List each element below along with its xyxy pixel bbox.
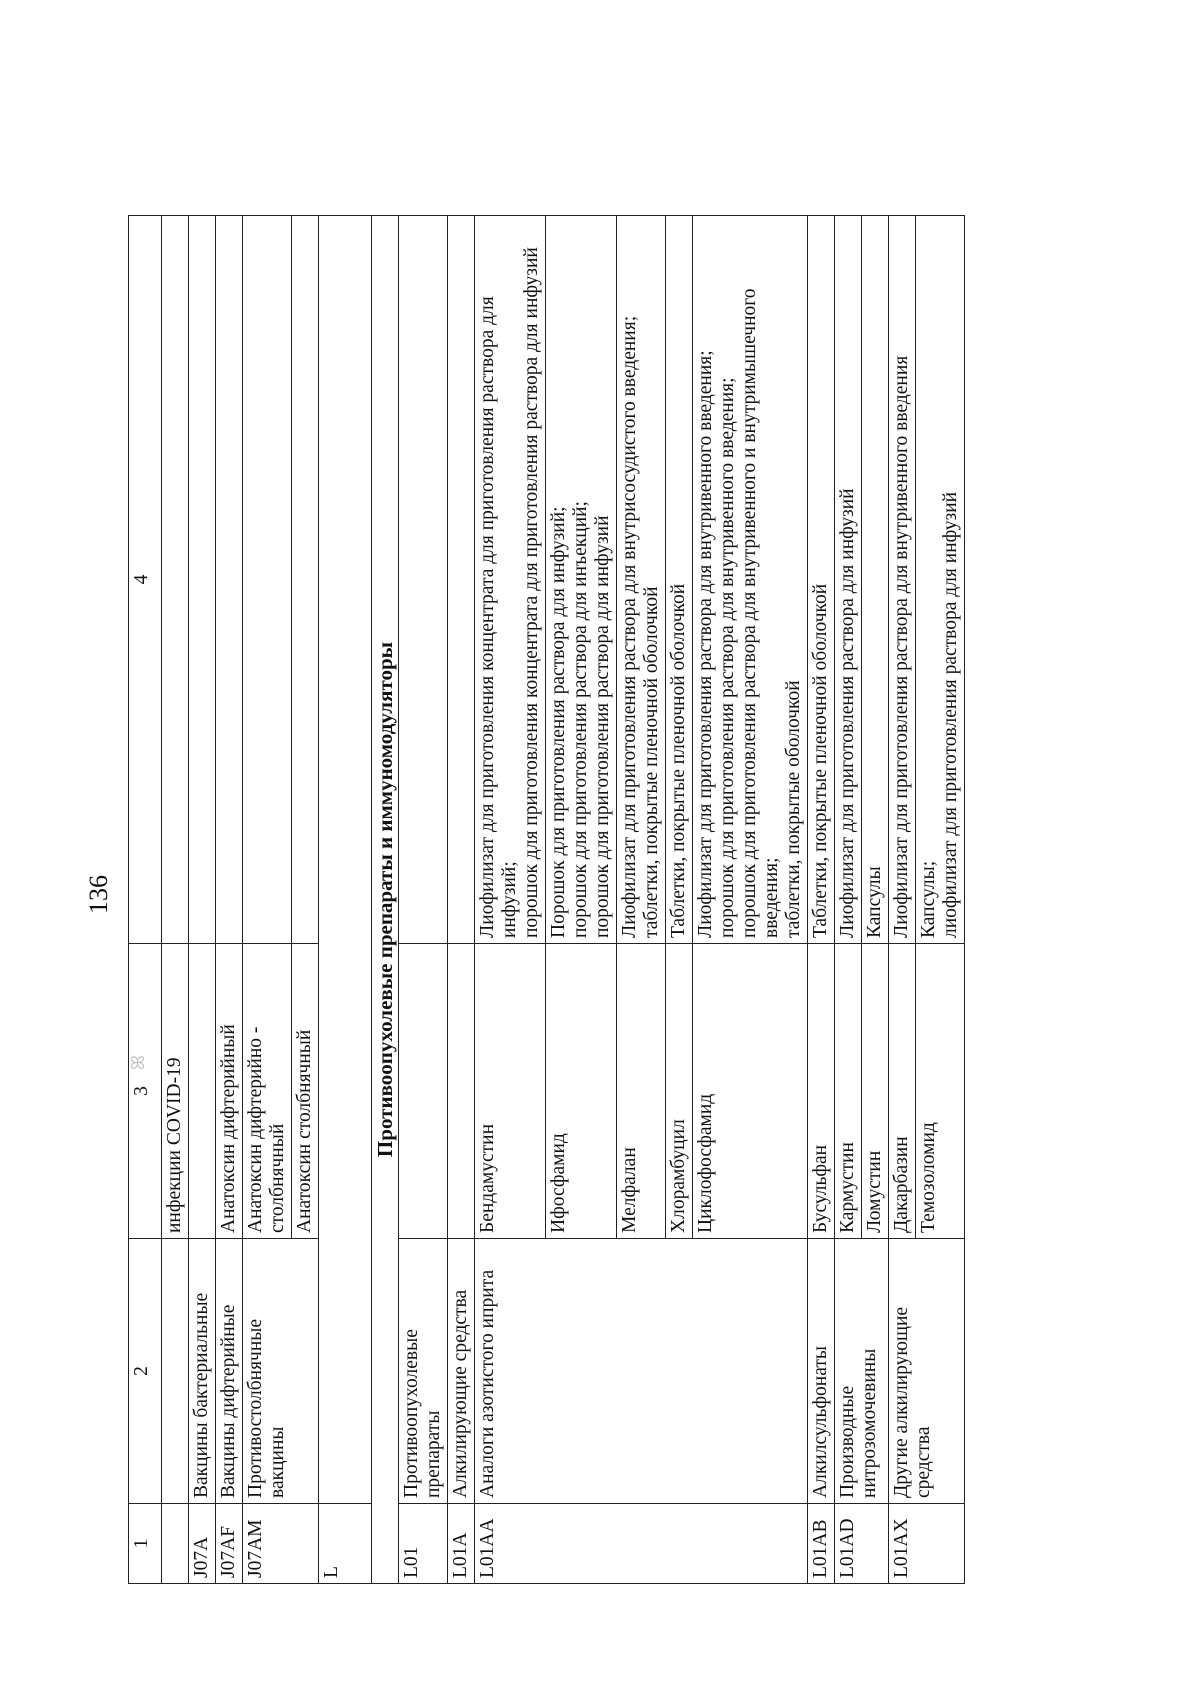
dosage-forms: Лиофилизат для приготовления раствора для внутрисосудистого введения; таблетки, покрытые пленочной оболочкой [617,216,666,944]
drug-name: Хлорамбуцил [666,944,693,1239]
section-row [372,216,399,1584]
table-row [475,216,546,1584]
dosage-forms: Таблетки, покрытые пленочной оболочкой [666,216,693,944]
atc-code [162,1504,189,1584]
drug-name: Кармустин [835,944,862,1239]
dosage-forms [292,216,319,944]
group-name: Вакцины бактериальные [189,1239,216,1504]
rotated-page [0,100,1100,1700]
drug-name: Ломустин [862,944,889,1239]
drug-name: Ифосфамид [546,944,617,1239]
dosage-forms: Таблетки, покрытые пленочной оболочкой [808,216,835,944]
dosage-forms [216,216,243,944]
drug-name: Дакарбазин [889,944,916,1239]
group-name: Противоопухолевые препараты [399,1239,448,1504]
group-name: Вакцины дифтерийные [216,1239,243,1504]
header-cell: 1 [129,1504,162,1584]
section-title: Противоопухолевые препараты и иммуномодуляторы [372,216,399,1584]
drug-name: Мелфалан [617,944,666,1239]
atc-code: L01AA [475,1504,808,1584]
atc-code: L01AX [889,1504,965,1584]
table-row [808,216,835,1584]
drug-name: Темозоломид [916,944,965,1239]
atc-code: L [319,1504,372,1584]
dosage-forms: Порошок для приготовления раствора для инфузий; порошок для приготовления раствора для инъекций; порошок для приготовления раствора для инфузий [546,216,617,944]
header-cell: 3 [129,944,162,1239]
table-row [889,216,916,1584]
group-name: Алкилсульфонаты [808,1239,835,1504]
header-cell: 4 [129,216,162,944]
header-cell: 2 [129,1239,162,1504]
dosage-forms: Лиофилизат для приготовления раствора для инфузий [835,216,862,944]
group-name: Аналоги азотистого иприта [475,1239,808,1504]
table-row [162,216,189,1584]
drug-name: инфекции COVID-19 [162,944,189,1239]
dosage-forms: Капсулы [862,216,889,944]
drug-table [128,215,965,1584]
dosage-forms: Лиофилизат для приготовления концентрата для приготовления раствора для инфузий; порошок для приготовления концентрата для приготовления раствора для инфузий [475,216,546,944]
drug-name: Анатоксин дифтерийно - столбнячный [243,944,292,1239]
drug-name: Бендамустин [475,944,546,1239]
atc-code: L01AB [808,1504,835,1584]
dosage-forms: Лиофилизат для приготовления раствора для внутривенного введения [889,216,916,944]
drug-name [448,944,475,1239]
dosage-forms [162,216,189,944]
section-spacer [319,216,372,1504]
group-name [162,1239,189,1504]
drug-name: Анатоксин дифтерийный [216,944,243,1239]
atc-code: J07AM [243,1504,319,1584]
table-row [399,216,448,1584]
drug-name [399,944,448,1239]
drug-name: Бусульфан [808,944,835,1239]
dosage-forms: Капсулы; лиофилизат для приготовления раствора для инфузий [916,216,965,944]
atc-code: L01 [399,1504,448,1584]
dosage-forms [189,216,216,944]
atc-code: L01AD [835,1504,889,1584]
table-row [448,216,475,1584]
atc-code: J07AF [216,1504,243,1584]
table-row [189,216,216,1584]
dosage-forms [448,216,475,944]
table-row [319,216,372,1584]
header-row [129,216,162,1584]
dosage-forms: Лиофилизат для приготовления раствора для внутривенного введения; порошок для приготовления раствора для внутривенного введения; порошок для приготовления раствора для внутривенного и внутримышечного введения; таблетки, покрытые оболочкой [693,216,808,944]
atc-code: J07A [189,1504,216,1584]
dosage-forms [399,216,448,944]
table-row [216,216,243,1584]
group-name: Противостолбнячные вакцины [243,1239,319,1504]
table-row [835,216,862,1584]
drug-name [189,944,216,1239]
atc-code: L01A [448,1504,475,1584]
group-name: Производные нитрозомочевины [835,1239,889,1504]
group-name: Другие алкилирующие средства [889,1239,965,1504]
table-row [243,216,292,1584]
drug-name: Анатоксин столбнячный [292,944,319,1239]
group-name: Алкилирующие средства [448,1239,475,1504]
scan-smudge: ꕤ [128,1055,148,1070]
drug-name: Циклофосфамид [693,944,808,1239]
dosage-forms [243,216,292,944]
page-number: 136 [84,875,113,914]
